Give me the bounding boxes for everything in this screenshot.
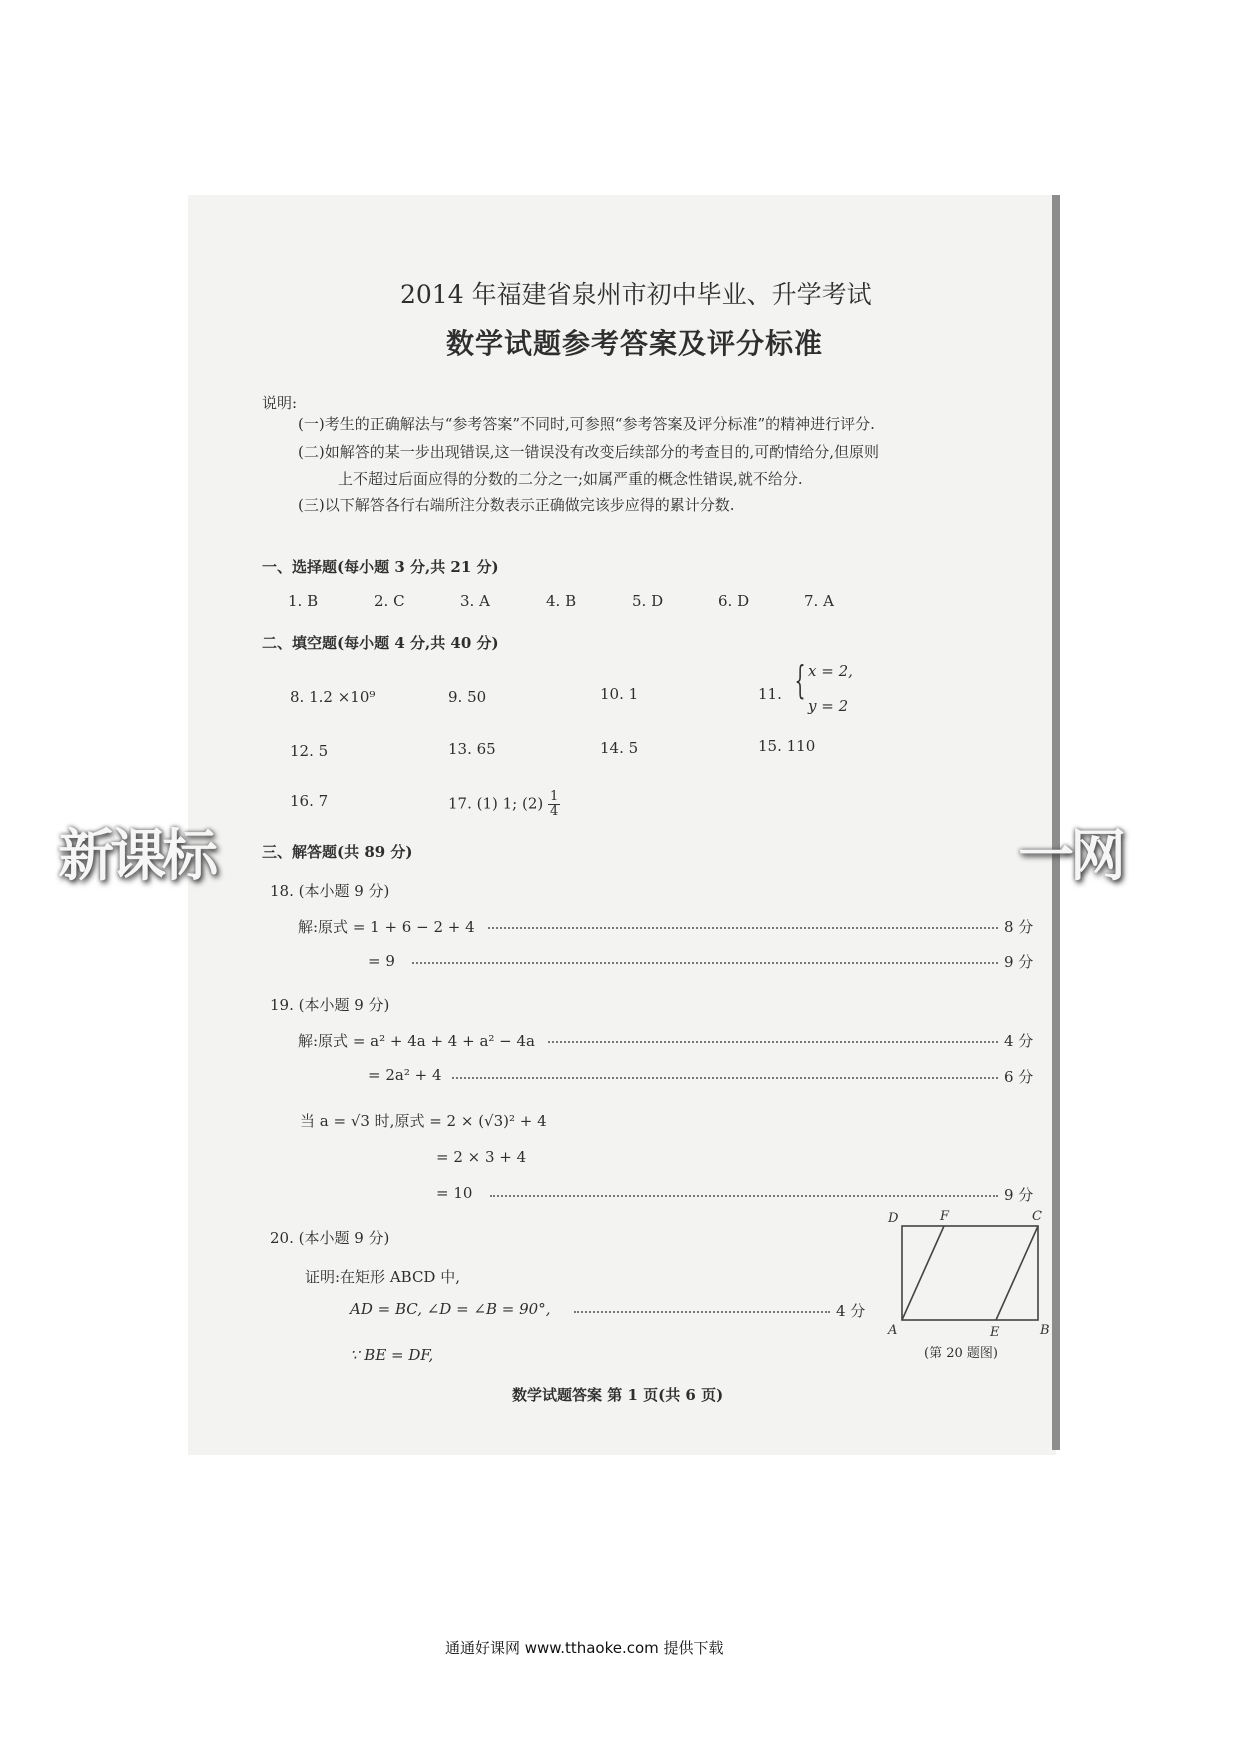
note-item: (三)以下解答各行右端所注分数表示正确做完该步应得的累计分数. xyxy=(298,496,735,514)
download-source-footer: 通通好课网 www.tthaoke.com 提供下载 xyxy=(445,1639,724,1657)
q20-step3: ∵ BE = DF, xyxy=(350,1346,434,1364)
page-footer: 数学试题答案 第 1 页(共 6 页) xyxy=(512,1386,724,1404)
fill-answer-11-eq2: y = 2 xyxy=(808,697,849,715)
q18-score1: 8 分 xyxy=(1004,918,1034,936)
q19-score2: 6 分 xyxy=(1004,1068,1034,1086)
q19-step5: = 10 xyxy=(436,1184,473,1202)
answer-key-title: 数学试题参考答案及评分标准 xyxy=(446,327,824,360)
fraction-numerator: 1 xyxy=(550,789,559,804)
q18-score2: 9 分 xyxy=(1004,953,1034,971)
fill-answer-15: 15. 110 xyxy=(758,737,816,755)
segment-af xyxy=(902,1226,944,1320)
q20-label: 20. (本小题 9 分) xyxy=(270,1229,390,1247)
q19-score3: 9 分 xyxy=(1004,1186,1034,1204)
note-item: (一)考生的正确解法与“参考答案”不同时,可参照“参考答案及评分标准”的精神进行评分. xyxy=(298,415,875,433)
fill-answer-8: 8. 1.2 ×10⁹ xyxy=(290,688,376,706)
vertex-label-b: B xyxy=(1040,1323,1050,1338)
fill-answer-17-prefix: 17. (1) 1; (2) xyxy=(448,794,544,813)
q19-step3: 当 a = √3 时,原式 = 2 × (√3)² + 4 xyxy=(300,1112,547,1130)
choice-answer: 1. B xyxy=(288,592,319,610)
vertex-label-c: C xyxy=(1032,1209,1042,1224)
note-item: (二)如解答的某一步出现错误,这一错误没有改变后续部分的考查目的,可酌情给分,但原则 xyxy=(298,443,880,461)
section-heading-fill: 二、填空题(每小题 4 分,共 40 分) xyxy=(262,634,499,652)
choice-answer: 5. D xyxy=(632,592,664,610)
q19-step1: 解:原式 = a² + 4a + 4 + a² − 4a xyxy=(298,1032,536,1050)
dotted-leader xyxy=(452,1077,998,1079)
choice-answer: 3. A xyxy=(460,592,490,610)
q20-score1: 4 分 xyxy=(836,1302,866,1320)
dotted-leader xyxy=(574,1311,830,1313)
notes-label: 说明: xyxy=(262,394,298,412)
vertex-label-f: F xyxy=(940,1209,950,1224)
fill-answer-17 xyxy=(448,790,560,819)
dotted-leader xyxy=(548,1041,998,1043)
fill-answer-12: 12. 5 xyxy=(290,742,329,760)
fill-answer-14: 14. 5 xyxy=(600,739,639,757)
q18-label: 18. (本小题 9 分) xyxy=(270,882,390,900)
q20-step1: 证明:在矩形 ABCD 中, xyxy=(305,1268,460,1286)
fill-answer-9: 9. 50 xyxy=(448,688,487,706)
vertex-label-a: A xyxy=(888,1323,898,1338)
q19-score1: 4 分 xyxy=(1004,1032,1034,1050)
fill-answer-11-label: 11. xyxy=(758,685,782,703)
fill-answer-11-eq1: x = 2, xyxy=(808,662,853,680)
fill-answer-10: 10. 1 xyxy=(600,685,639,703)
system-brace: { xyxy=(794,658,806,702)
rectangle-abcd-figure xyxy=(880,1208,1060,1348)
q20-step2: AD = BC, ∠D = ∠B = 90°, xyxy=(350,1300,551,1318)
dotted-leader xyxy=(412,962,998,964)
fill-answer-13: 13. 65 xyxy=(448,740,496,758)
fill-answer-16: 16. 7 xyxy=(290,792,329,810)
q19-step2: = 2a² + 4 xyxy=(368,1066,442,1084)
exam-title: 2014 年福建省泉州市初中毕业、升学考试 xyxy=(400,280,872,309)
fraction xyxy=(548,790,560,819)
dotted-leader xyxy=(490,1195,998,1197)
choice-answer: 2. C xyxy=(374,592,405,610)
vertex-label-d: D xyxy=(888,1211,899,1226)
q18-step2: = 9 xyxy=(368,952,395,970)
choice-answer: 4. B xyxy=(546,592,577,610)
q19-step4: = 2 × 3 + 4 xyxy=(436,1148,527,1166)
vertex-label-e: E xyxy=(990,1325,1000,1340)
section-heading-choice: 一、选择题(每小题 3 分,共 21 分) xyxy=(262,558,499,576)
fraction-denominator: 4 xyxy=(550,804,559,819)
dotted-leader xyxy=(488,927,998,929)
figure-caption: (第 20 题图) xyxy=(924,1346,998,1361)
note-item: 上不超过后面应得的分数的二分之一;如属严重的概念性错误,就不给分. xyxy=(338,470,803,488)
q18-step1: 解:原式 = 1 + 6 − 2 + 4 xyxy=(298,918,475,936)
choice-answer: 7. A xyxy=(804,592,834,610)
section-heading-solve: 三、解答题(共 89 分) xyxy=(262,843,413,861)
watermark-right: 一网 xyxy=(1018,824,1122,889)
segment-ec xyxy=(996,1226,1038,1320)
choice-answer: 6. D xyxy=(718,592,750,610)
q19-label: 19. (本小题 9 分) xyxy=(270,996,390,1014)
watermark-left: 新课标 xyxy=(58,824,214,889)
